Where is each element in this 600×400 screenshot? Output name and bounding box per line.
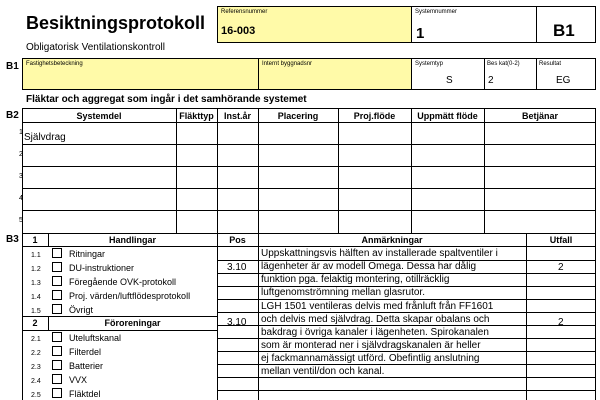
reference-number-value: 16-003	[221, 25, 256, 37]
checkbox-ovrigt[interactable]	[52, 304, 62, 314]
form-code: B1	[553, 21, 575, 40]
sec1-title: Handlingar	[108, 235, 156, 245]
remark-line: lägenheter är av modell Omega. Dessa har dålig	[261, 261, 477, 272]
remark-line: funktion pga. felaktig montering, otillräcklig	[261, 274, 450, 285]
systemtyp-field[interactable]	[412, 59, 484, 89]
item-label: Filterdel	[69, 347, 102, 357]
checkbox-du-instruktioner[interactable]	[52, 262, 62, 272]
beskat-value: 2	[488, 75, 494, 86]
system-number-label: Systemnummer	[415, 9, 458, 15]
item-number: 1.5	[31, 308, 41, 315]
b2-table	[22, 108, 596, 234]
beskat-label: Bes kat(0-2)	[487, 61, 520, 67]
checkbox-vvx[interactable]	[52, 374, 62, 384]
remark-line: Uppskattningsvis hälften av installerade spaltventiler i	[261, 248, 498, 259]
b2-row-num: 1	[19, 129, 23, 136]
checkbox-proj-varden[interactable]	[52, 290, 62, 300]
reference-number-label: Referensnummer	[221, 9, 268, 15]
b2-row-num: 2	[19, 151, 23, 158]
page-title: Besiktningsprotokoll	[26, 13, 206, 33]
sec2-title: Föroreningar	[104, 318, 161, 328]
system-number-value: 1	[416, 25, 425, 42]
item-label: Proj. värden/luftflödesprotokoll	[69, 291, 191, 301]
col-betjanar: Betjänar	[521, 111, 558, 121]
b2-heading: Fläktar och aggregat som ingår i det samhörande systemet	[26, 94, 307, 105]
b2-row-systemdel[interactable]: Självdrag	[24, 132, 66, 143]
checkbox-ritningar[interactable]	[52, 248, 62, 258]
item-label: VVX	[69, 375, 88, 385]
item-number: 1.2	[31, 266, 41, 273]
checkbox-foregaende-ovk[interactable]	[52, 276, 62, 286]
resultat-value: EG	[556, 75, 571, 86]
page-subtitle: Obligatorisk Ventilationskontroll	[26, 42, 165, 53]
system-number-field[interactable]	[411, 6, 537, 43]
item-label: Föregående OVK-protokoll	[69, 277, 177, 287]
checkbox-batterier[interactable]	[52, 360, 62, 370]
fastighet-label: Fastighetsbeteckning	[26, 61, 83, 67]
reference-number-field[interactable]	[217, 6, 412, 43]
item-number: 2.1	[31, 336, 41, 343]
remark-line: ej fackmannamässigt utförd. Obefintlig anslutning	[261, 353, 480, 364]
b2-row-num: 4	[19, 195, 23, 202]
col-anmarkningar: Anmärkningar	[361, 235, 423, 245]
section-b2-label: B2	[6, 110, 19, 121]
sec2-number: 2	[32, 318, 38, 328]
remark-line: LGH 1501 ventileras delvis med frånluft från FF1601	[261, 301, 494, 312]
remark-line: som är monterad ner i självdragskanalen är heller	[261, 340, 481, 351]
col-utfall: Utfall	[549, 235, 573, 245]
intern-byggnadsnr-field[interactable]	[259, 59, 411, 89]
col-instar: Inst.år	[223, 111, 251, 121]
section-b3-label: B3	[6, 234, 19, 245]
item-label: Övrigt	[69, 305, 94, 315]
item-label: Fläktdel	[69, 389, 101, 399]
item-number: 2.4	[31, 378, 41, 385]
remark-line: och delvis med självdrag. Detta skapar obalans och	[261, 314, 490, 325]
item-number: 1.3	[31, 280, 41, 287]
item-number: 2.3	[31, 364, 41, 371]
resultat-label: Resultat	[539, 61, 562, 67]
item-number: 2.2	[31, 350, 41, 357]
col-uppmatt-flode: Uppmätt flöde	[417, 111, 478, 121]
remark-utfall: 2	[558, 317, 564, 328]
b2-row-num: 5	[19, 217, 23, 224]
col-flakttyp: Fläkttyp	[179, 111, 214, 121]
remark-pos: 3.10	[227, 262, 247, 273]
item-label: Ritningar	[69, 249, 106, 259]
remark-line: luftgenomströmning mellan glasrutor.	[261, 287, 425, 298]
col-projflode: Proj.flöde	[353, 111, 396, 121]
item-label: DU-instruktioner	[69, 263, 135, 273]
item-number: 1.1	[31, 252, 41, 259]
resultat-field[interactable]	[537, 59, 595, 89]
item-label: Batterier	[69, 361, 104, 371]
form-code-box	[536, 6, 596, 43]
col-placering: Placering	[277, 111, 319, 121]
checkbox-flaktdel[interactable]	[52, 388, 62, 398]
b2-row-num: 3	[19, 173, 23, 180]
systemtyp-value: S	[446, 75, 453, 86]
beskat-field[interactable]	[485, 59, 536, 89]
col-pos: Pos	[229, 235, 246, 245]
fastighet-field[interactable]	[23, 59, 258, 89]
item-number: 1.4	[31, 294, 41, 301]
systemtyp-label: Systemtyp	[415, 61, 444, 67]
section-b1-label: B1	[6, 61, 19, 72]
checkbox-uteluftskanal[interactable]	[52, 332, 62, 342]
remark-utfall: 2	[558, 262, 564, 273]
item-number: 2.5	[31, 392, 41, 399]
col-systemdel: Systemdel	[76, 111, 122, 121]
remark-pos: 3.10	[227, 317, 247, 328]
remark-line: mellan ventil/don och kanal.	[261, 366, 385, 377]
remark-line: bakdrag i övriga kanaler i lägenheten. Spirokanalen	[261, 327, 489, 338]
intern-byggnadsnr-label: Internt byggnadsnr	[262, 61, 313, 67]
item-label: Uteluftskanal	[69, 333, 122, 343]
checkbox-filterdel[interactable]	[52, 346, 62, 356]
sec1-number: 1	[32, 235, 38, 245]
